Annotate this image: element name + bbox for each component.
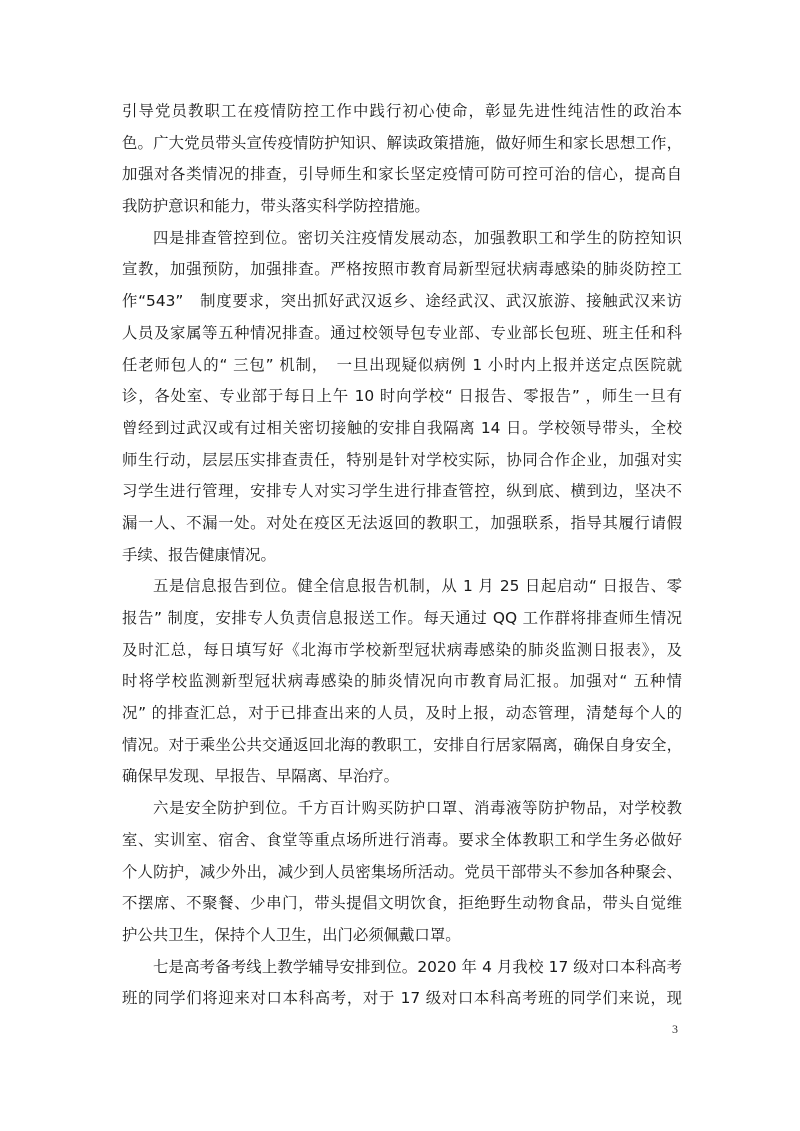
text-line: 习学生进行管理，安排专人对实习学生进行排查管控，纵到底、横到边，坚决不 xyxy=(122,482,682,501)
text-line: 引导党员教职工在疫情防控工作中践行初心使命，彰显先进性纯洁性的政治本 xyxy=(122,102,682,120)
text-line: 师生行动，层层压实排查责任，特别是针对学校实际，协同合作企业，加强对实 xyxy=(122,450,682,469)
text-line: 色。广大党员带头宣传疫情防护知识、解读政策措施，做好师生和家长思想工作， xyxy=(122,133,682,152)
text-line: 个人防护，减少外出，减少到人员密集场所活动。党员干部带头不参加各种聚会、 xyxy=(122,862,682,881)
page-number: 3 xyxy=(672,1022,678,1036)
text-line: 漏一人、不漏一处。对处在疫区无法返回的教职工，加强联系，指导其履行请假 xyxy=(122,513,682,532)
text-line: 任老师包人的“ 三包” 机制， 一旦出现疑似病例 1 小时内上报并送定点医院就 xyxy=(122,355,682,374)
text-line: 室、实训室、宿舍、食堂等重点场所进行消毒。要求全体教职工和学生务必做好 xyxy=(122,830,682,849)
text-line: 曾经到过武汉或有过相关密切接触的安排自我隔离 14 日。学校领导带头，全校 xyxy=(122,418,682,437)
paragraph-heading-line: 七是高考备考线上教学辅导安排到位。2020 年 4 月我校 17 级对口本科高考 xyxy=(153,957,682,976)
text-line: 班的同学们将迎来对口本科高考，对于 17 级对口本科高考班的同学们来说，现 xyxy=(122,989,682,1008)
paragraph-heading-line: 四是排查管控到位。密切关注疫情发展动态，加强教职工和学生的防控知识 xyxy=(153,228,682,247)
text-line: 及时汇总，每日填写好《北海市学校新型冠状病毒感染的肺炎监测日报表》，及 xyxy=(122,640,682,659)
text-line: 作“543” 制度要求，突出抓好武汉返乡、途经武汉、武汉旅游、接触武汉来访 xyxy=(122,292,682,311)
text-line: 情况。对于乘坐公共交通返回北海的教职工，安排自行居家隔离，确保自身安全， xyxy=(122,735,682,754)
text-line: 宣教，加强预防，加强排查。严格按照市教育局新型冠状病毒感染的肺炎防控工 xyxy=(122,260,682,279)
text-line: 人员及家属等五种情况排查。通过校领导包专业部、专业部长包班、班主任和科 xyxy=(122,323,682,342)
text-line: 确保早发现、早报告、早隔离、早治疗。 xyxy=(122,767,400,786)
text-line: 加强对各类情况的排查，引导师生和家长坚定疫情可防可控可治的信心，提高自 xyxy=(122,165,682,184)
paragraph-heading-line: 五是信息报告到位。健全信息报告机制，从 1 月 25 日起启动“ 日报告、零 xyxy=(153,577,682,596)
text-line: 诊，各处室、专业部于每日上午 10 时向学校“ 日报告、零报告” ，师生一旦有 xyxy=(122,387,682,406)
text-line: 报告” 制度，安排专人负责信息报送工作。每天通过 QQ 工作群将排查师生情况 xyxy=(122,609,682,627)
text-line: 时将学校监测新型冠状病毒感染的肺炎情况向市教育局汇报。加强对“ 五种情 xyxy=(122,672,682,691)
paragraph-heading-line: 六是安全防护到位。千方百计购买防护口罩、消毒液等防护物品，对学校教 xyxy=(153,799,682,818)
text-line: 手续、报告健康情况。 xyxy=(122,545,276,564)
text-line: 况” 的排查汇总，对于已排查出来的人员，及时上报，动态管理，清楚每个人的 xyxy=(122,704,682,723)
text-line: 不摆席、不聚餐、少串门，带头提倡文明饮食，拒绝野生动物食品，带头自觉维 xyxy=(122,894,682,913)
document-body xyxy=(122,96,682,1015)
text-line: 我防护意识和能力，带头落实科学防控措施。 xyxy=(122,197,430,216)
text-line: 护公共卫生，保持个人卫生，出门必须佩戴口罩。 xyxy=(122,925,461,944)
